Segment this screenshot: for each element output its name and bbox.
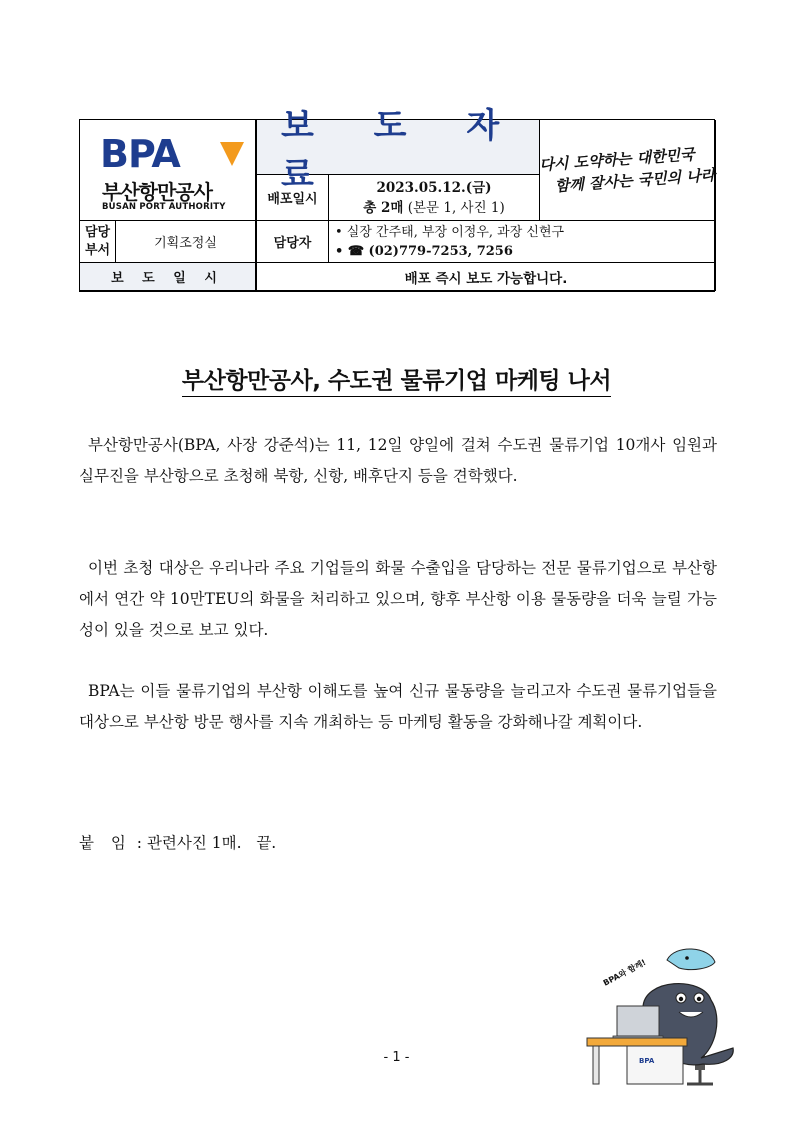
distribution-pages-total: 총 2매 [363,199,404,216]
headline [0,362,793,395]
desk-top [587,1038,687,1046]
bpa-logo [100,134,250,174]
mascot-illustration [583,938,743,1093]
contact-phone: • ☎ (02)779-7253, 7256 [335,243,513,259]
doc-title: 보 도 자 료 [281,106,524,195]
distribution-date: 2023.05.12.(금) [376,179,492,196]
body-paragraph-3: BPA는 이들 물류기업의 부산항 이해도를 높여 신규 물동량을 늘리고자 수도권 물류기업들을 대상으로 부산항 방문 행사를 지속 개최하는 등 마케팅 활동을 강화해나갈 계획이다. [79,682,717,731]
press-release-header-table [79,106,716,292]
desk-label: BPA [639,1057,655,1065]
headline-text: 부산항만공사, 수도권 물류기업 마케팅 나서 [182,368,611,397]
logo-cell [80,120,256,221]
body-paragraph-2: 이번 초청 대상은 우리나라 주요 기업들의 화물 수출입을 담당하는 전문 물류기업으로 부산항에서 연간 약 10만TEU의 화물을 처리하고 있으며, 향후 부산항 이용 물동량을 더욱 늘릴 가능성이 있을 것으로 보고 있다. [79,559,717,639]
body-paragraph-1: 부산항만공사(BPA, 사장 강준석)는 11, 12일 양일에 걸쳐 수도권 물류기업 10개사 임원과 실무진을 부산항으로 초청해 북항, 신항, 배후단지 등을 견학했다. [79,436,717,485]
bpa-logo-triangle-icon [220,142,244,166]
department-value: 기획조정실 [116,221,256,263]
slogan-cell [540,120,716,221]
contact-persons: • 실장 간주태, 부장 이정우, 과장 신현구 [335,224,565,240]
distribution-pages-detail: (본문 1, 사진 1) [403,199,505,216]
attachment-text: : 관련사진 1매. 끝. [131,834,277,852]
department-label: 담당 부서 [80,221,116,263]
page-number: - 1 - [383,1050,410,1065]
attachment-note [79,828,276,859]
contact-value [329,221,716,263]
slogan-line-1: 다시 도약하는 대한민국 [539,145,696,175]
contact-label: 담당자 [256,221,329,263]
bpa-logo-text: BPA [100,132,180,176]
slogan [539,142,716,198]
slogan-line-2: 함께 잘사는 국민의 나라 [554,165,716,196]
release-time-value: 배포 즉시 보도 가능합니다. [256,263,716,291]
dolphin-icon [667,949,715,970]
mascot-speech: BPA와 함께! [601,957,648,988]
distribution-value [329,175,540,221]
laptop-icon [617,1006,659,1036]
release-time-label: 보 도 일 시 [80,263,256,291]
org-name: 부산항만공사 [102,180,212,204]
org-name-en: BUSAN PORT AUTHORITY [102,202,226,212]
distribution-pages [363,198,505,218]
attachment-label: 붙 임 [79,834,132,852]
distribution-label: 배포일시 [256,175,329,221]
